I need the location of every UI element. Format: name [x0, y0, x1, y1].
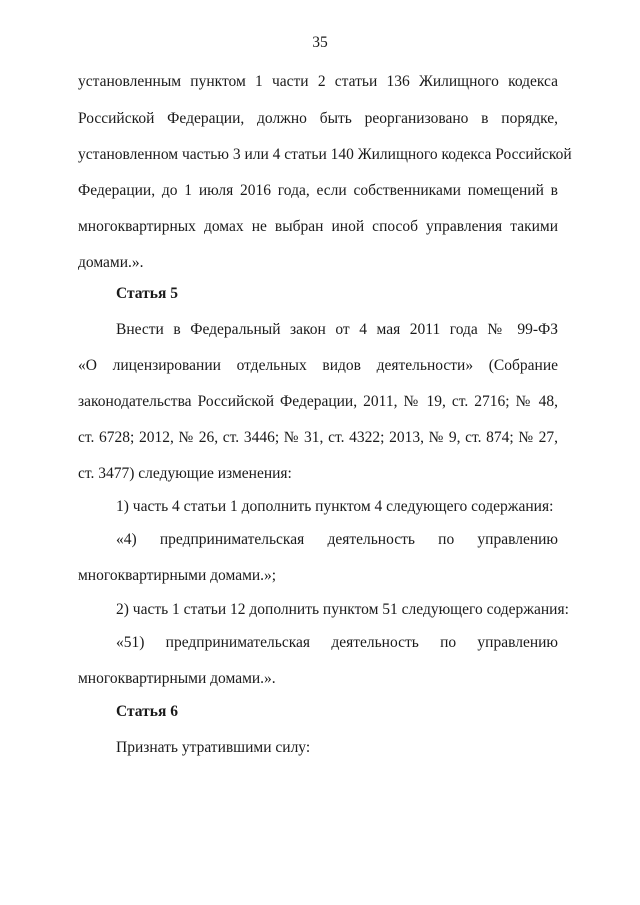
article-5-intro-line: Внести в Федеральный закон от 4 мая 2011 года № 99-ФЗ — [116, 321, 558, 338]
article-5-item-1: 1) часть 4 статьи 1 дополнить пунктом 4 следующего содержания: — [116, 498, 554, 515]
article-5-heading: Статья 5 — [116, 285, 178, 302]
paragraph-line: установленном частью 3 или 4 статьи 140 Жилищного кодекса Российской — [78, 146, 572, 163]
article-5-intro-line: законодательства Российской Федерации, 2011, № 19, ст. 2716; № 48, — [78, 393, 558, 410]
article-6-heading: Статья 6 — [116, 703, 178, 720]
article-5-intro-line: «О лицензировании отдельных видов деятельности» (Собрание — [78, 357, 558, 374]
article-5-item-1-text: многоквартирными домами.»; — [78, 567, 277, 584]
article-6-intro: Признать утратившими силу: — [116, 739, 311, 756]
article-5-item-1-text: «4) предпринимательская деятельность по управлению — [116, 531, 558, 548]
paragraph-line: домами.». — [78, 254, 144, 271]
paragraph-line: многоквартирных домах не выбран иной способ управления такими — [78, 218, 558, 235]
article-5-item-2: 2) часть 1 статьи 12 дополнить пунктом 51 следующего содержания: — [116, 601, 569, 618]
article-5-intro-line: ст. 6728; 2012, № 26, ст. 3446; № 31, ст. 4322; 2013, № 9, ст. 874; № 27, — [78, 429, 558, 446]
article-5-item-2-text: «51) предпринимательская деятельность по управлению — [116, 634, 558, 651]
page-number: 35 — [312, 34, 328, 51]
article-5-item-2-text: многоквартирными домами.». — [78, 670, 276, 687]
article-5-intro-line: ст. 3477) следующие изменения: — [78, 465, 292, 482]
paragraph-line: установленным пунктом 1 части 2 статьи 136 Жилищного кодекса — [78, 73, 558, 90]
paragraph-line: Федерации, до 1 июля 2016 года, если собственниками помещений в — [78, 182, 558, 199]
paragraph-line: Российской Федерации, должно быть реорганизовано в порядке, — [78, 110, 558, 127]
